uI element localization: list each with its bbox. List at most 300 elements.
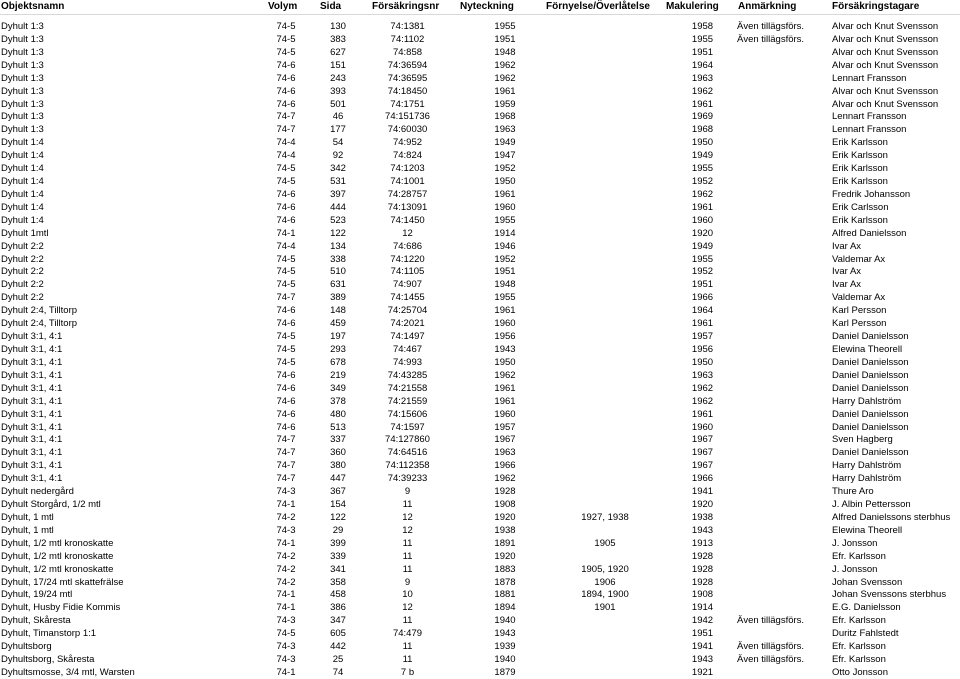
cell-makulering: 1941 [691,486,714,498]
cell-sida: 349 [330,382,346,394]
table-row [0,666,960,679]
table-row [0,227,960,240]
cell-sida: 399 [330,537,346,549]
cell-nyteckning: 1920 [494,511,516,523]
cell-objektsnamn: Dyhult 1:4 [1,176,44,188]
cell-volym: 74-1 [276,589,296,601]
cell-makulering: 1908 [691,589,714,601]
cell-forsakringstagare: Efr. Karlsson [832,550,886,562]
cell-objektsnamn: Dyhultsborg, Skåresta [1,654,95,666]
cell-objektsnamn: Dyhult 1:3 [1,72,44,84]
cell-nyteckning: 1963 [494,124,516,136]
cell-sida: 523 [330,214,346,226]
cell-makulering: 1956 [691,344,714,355]
cell-sida: 510 [330,266,346,278]
cell-nyteckning: 1940 [494,654,516,666]
cell-forsakringstagare: Alvar och Knut Svensson [832,59,939,71]
table-row [0,369,960,382]
cell-sida: 531 [330,176,346,188]
cell-sida: 347 [330,615,346,627]
cell-nyteckning: 1894 [494,602,516,614]
cell-makulering: 1955 [691,253,714,265]
cell-makulering: 1960 [691,214,714,226]
cell-nyteckning: 1955 [494,292,516,304]
cell-forsakringstagare: Lennart Fransson [832,72,907,84]
cell-nyteckning: 1951 [494,33,516,45]
table-row [0,123,960,136]
cell-volym: 74-5 [276,628,296,640]
cell-forsakringstagare: Alfred Danielsson [832,227,907,239]
table-row [0,110,960,123]
cell-objektsnamn: Dyhult 1:3 [1,98,44,110]
cell-objektsnamn: Dyhult 1:4 [1,137,44,149]
cell-forsakringsnr: 74:127860 [385,434,430,446]
cell-volym: 74-2 [276,563,296,575]
cell-nyteckning: 1968 [494,111,516,123]
cell-forsakringsnr: 12 [402,602,413,614]
cell-fornyelse: 1927, 1938 [581,511,629,523]
cell-makulering: 1920 [691,227,714,239]
cell-objektsnamn: Dyhult 3:1, 4:1 [1,434,63,446]
header-forsakringsnr: Försäkringsnr [372,1,440,12]
cell-nyteckning: 1961 [494,85,516,97]
cell-makulering: 1961 [691,318,714,330]
cell-makulering: 1943 [691,654,714,666]
cell-nyteckning: 1920 [494,550,516,562]
cell-volym: 74-2 [276,576,296,588]
cell-makulering: 1951 [691,46,714,58]
cell-volym: 74-1 [276,667,296,678]
table-row [0,20,960,33]
cell-makulering: 1949 [691,240,714,252]
cell-volym: 74-7 [276,447,296,459]
cell-makulering: 1951 [691,628,714,640]
cell-sida: 513 [330,421,346,433]
cell-volym: 74-5 [276,266,296,278]
cell-forsakringsnr: 10 [402,589,413,601]
cell-forsakringstagare: Alfred Danielssons sterbhus [832,511,951,523]
cell-objektsnamn: Dyhult 3:1, 4:1 [1,356,63,368]
cell-volym: 74-6 [276,382,296,394]
cell-forsakringstagare: Fredrik Johansson [832,188,911,200]
cell-forsakringsnr: 74:112358 [385,460,430,472]
cell-sida: 383 [330,33,346,45]
table-row [0,498,960,511]
cell-forsakringsnr: 11 [402,550,413,562]
cell-forsakringstagare: Daniel Danielsson [832,421,909,433]
cell-sida: 386 [330,602,346,614]
cell-forsakringstagare: Harry Dahlström [832,473,902,485]
cell-forsakringsnr: 74:1455 [390,292,425,304]
table-row [0,240,960,253]
cell-makulering: 1928 [691,550,714,562]
cell-objektsnamn: Dyhult, Husby Fidie Kommis [1,602,121,614]
cell-sida: 338 [330,253,346,265]
cell-forsakringsnr: 74:36594 [387,59,428,71]
cell-fornyelse: 1906 [594,576,616,588]
cell-volym: 74-1 [276,499,296,511]
cell-objektsnamn: Dyhult 3:1, 4:1 [1,460,63,472]
cell-makulering: 1967 [691,460,714,472]
cell-sida: 243 [330,72,346,84]
cell-sida: 122 [330,227,346,239]
cell-forsakringstagare: Daniel Danielsson [832,356,909,368]
cell-makulering: 1942 [691,615,714,627]
cell-nyteckning: 1960 [494,408,516,420]
cell-volym: 74-3 [276,486,296,498]
cell-objektsnamn: Dyhult 2:2 [1,292,44,304]
cell-forsakringsnr: 74:36595 [387,72,428,84]
cell-forsakringsnr: 11 [402,537,413,549]
cell-nyteckning: 1891 [494,537,516,549]
cell-nyteckning: 1943 [494,344,516,355]
header-sida: Sida [320,1,342,12]
cell-volym: 74-5 [276,46,296,58]
cell-makulering: 1950 [691,356,714,368]
cell-forsakringstagare: Johan Svensson [832,576,903,588]
cell-volym: 74-4 [276,137,296,149]
cell-volym: 74-6 [276,369,296,381]
cell-objektsnamn: Dyhult 1:3 [1,21,44,32]
cell-makulering: 1913 [691,537,714,549]
cell-volym: 74-3 [276,654,296,666]
cell-makulering: 1949 [691,150,714,162]
cell-nyteckning: 1962 [494,473,516,485]
table-row [0,149,960,162]
cell-sida: 154 [330,499,346,511]
cell-makulering: 1961 [691,201,714,213]
cell-forsakringstagare: Efr. Karlsson [832,641,886,653]
cell-sida: 631 [330,279,346,291]
cell-makulering: 1962 [691,188,714,200]
header-row [0,0,960,13]
cell-forsakringsnr: 74:2021 [390,318,425,330]
cell-sida: 678 [330,356,346,368]
table-row [0,472,960,485]
cell-sida: 25 [332,654,344,666]
cell-forsakringsnr: 74:907 [392,279,423,291]
cell-nyteckning: 1962 [494,59,516,71]
cell-objektsnamn: Dyhult 2:2 [1,279,44,291]
cell-objektsnamn: Dyhult 2:2 [1,253,44,265]
cell-forsakringstagare: Alvar och Knut Svensson [832,21,939,32]
cell-sida: 393 [330,85,346,97]
cell-forsakringstagare: Alvar och Knut Svensson [832,46,939,58]
cell-forsakringsnr: 74:21559 [387,395,428,407]
cell-forsakringstagare: Ivar Ax [832,266,862,278]
cell-sida: 458 [330,589,346,601]
cell-objektsnamn: Dyhult 1:4 [1,214,44,226]
cell-sida: 46 [332,111,344,123]
cell-sida: 380 [330,460,346,472]
cell-objektsnamn: Dyhult 3:1, 4:1 [1,331,63,343]
cell-makulering: 1961 [691,408,714,420]
cell-objektsnamn: Dyhult 3:1, 4:1 [1,421,63,433]
table-row [0,317,960,330]
table-row [0,563,960,576]
cell-objektsnamn: Dyhult 1:3 [1,124,44,136]
header-nyteckning: Nyteckning [460,1,514,12]
table-row [0,46,960,59]
table-row [0,382,960,395]
cell-forsakringstagare: Erik Carlsson [832,201,889,213]
cell-makulering: 1952 [691,176,714,188]
cell-nyteckning: 1952 [494,163,516,175]
cell-forsakringstagare: Karl Persson [832,318,887,330]
header-fornyelse: Förnyelse/Överlåtelse [546,1,650,12]
cell-forsakringsnr: 74:60030 [387,124,428,136]
table-row [0,459,960,472]
cell-sida: 397 [330,188,346,200]
cell-nyteckning: 1883 [494,563,516,575]
cell-sida: 358 [330,576,346,588]
cell-forsakringsnr: 74:686 [392,240,423,252]
cell-objektsnamn: Dyhult 2:4, Tilltorp [1,305,78,317]
table-row [0,511,960,524]
table-row [0,85,960,98]
cell-forsakringsnr: 7 b [400,667,415,678]
cell-volym: 74-6 [276,85,296,97]
cell-forsakringsnr: 74:39233 [387,473,428,485]
cell-volym: 74-7 [276,460,296,472]
cell-forsakringstagare: E.G. Danielsson [832,602,901,614]
cell-objektsnamn: Dyhult 2:4, Tilltorp [1,318,78,330]
cell-forsakringstagare: J. Jonsson [832,537,878,549]
cell-volym: 74-6 [276,395,296,407]
table-row [0,304,960,317]
cell-objektsnamn: Dyhult, 1/2 mtl kronoskatte [1,537,114,549]
table-row [0,278,960,291]
cell-forsakringsnr: 74:1597 [390,421,425,433]
cell-forsakringsnr: 74:993 [392,356,423,368]
cell-makulering: 1967 [691,434,714,446]
cell-objektsnamn: Dyhult 1:3 [1,85,44,97]
cell-forsakringstagare: Daniel Danielsson [832,369,909,381]
cell-forsakringsnr: 74:824 [392,150,423,162]
cell-makulering: 1969 [691,111,714,123]
cell-nyteckning: 1948 [494,279,516,291]
table-row [0,408,960,421]
cell-forsakringstagare: Erik Karlsson [832,176,888,188]
cell-volym: 74-6 [276,421,296,433]
cell-forsakringsnr: 74:21558 [387,382,428,394]
cell-volym: 74-6 [276,318,296,330]
cell-forsakringstagare: Thure Aro [832,486,874,498]
cell-sida: 341 [330,563,346,575]
cell-forsakringstagare: Lennart Fransson [832,124,907,136]
cell-makulering: 1914 [691,602,714,614]
cell-makulering: 1964 [691,305,714,317]
cell-forsakringstagare: Ivar Ax [832,279,862,291]
cell-nyteckning: 1955 [494,214,516,226]
cell-volym: 74-6 [276,59,296,71]
table-row [0,421,960,434]
cell-sida: 360 [330,447,346,459]
header-forsakringstagare: Försäkringstagare [832,1,920,12]
cell-sida: 134 [330,240,346,252]
cell-sida: 459 [330,318,346,330]
cell-sida: 219 [330,369,346,381]
cell-sida: 148 [330,305,346,317]
cell-forsakringsnr: 74:952 [392,137,423,149]
cell-objektsnamn: Dyhult 3:1, 4:1 [1,395,63,407]
cell-makulering: 1958 [691,21,714,32]
cell-makulering: 1941 [691,641,714,653]
cell-volym: 74-6 [276,72,296,84]
cell-objektsnamn: Dyhultsmosse, 3/4 mtl, Warsten [1,667,135,678]
cell-volym: 74-1 [276,227,296,239]
cell-forsakringstagare: Valdemar Ax [832,292,886,304]
cell-fornyelse: 1905, 1920 [581,563,629,575]
cell-sida: 367 [330,486,346,498]
cell-sida: 151 [330,59,346,71]
cell-sida: 501 [330,98,346,110]
cell-nyteckning: 1961 [494,188,516,200]
cell-volym: 74-4 [276,150,296,162]
cell-nyteckning: 1928 [494,486,516,498]
cell-volym: 74-3 [276,524,296,536]
table-row [0,214,960,227]
cell-objektsnamn: Dyhult 3:1, 4:1 [1,369,63,381]
table-row [0,576,960,589]
cell-objektsnamn: Dyhult 1mtl [1,227,49,239]
table-row [0,136,960,149]
cell-sida: 444 [330,201,346,213]
cell-makulering: 1938 [691,511,714,523]
cell-forsakringsnr: 74:28757 [387,188,428,200]
cell-nyteckning: 1881 [494,589,516,601]
cell-nyteckning: 1957 [494,421,516,433]
cell-objektsnamn: Dyhult, 1 mtl [1,511,54,523]
table-row [0,330,960,343]
cell-makulering: 1960 [691,421,714,433]
cell-forsakringsnr: 74:15606 [387,408,428,420]
cell-volym: 74-6 [276,305,296,317]
cell-makulering: 1950 [691,137,714,149]
cell-forsakringsnr: 74:1381 [390,21,425,32]
header-volym: Volym [268,1,298,12]
cell-objektsnamn: Dyhult 1:3 [1,46,44,58]
cell-forsakringstagare: Ivar Ax [832,240,862,252]
cell-objektsnamn: Dyhult, 1/2 mtl kronoskatte [1,550,114,562]
cell-volym: 74-2 [276,511,296,523]
cell-objektsnamn: Dyhult Storgård, 1/2 mtl [1,499,101,511]
cell-nyteckning: 1950 [494,356,516,368]
table-row [0,614,960,627]
cell-makulering: 1962 [691,395,714,407]
cell-makulering: 1955 [691,33,714,45]
cell-volym: 74-5 [276,21,296,32]
table-row [0,162,960,175]
cell-objektsnamn: Dyhult, 1 mtl [1,524,54,536]
cell-objektsnamn: Dyhultsborg [1,641,52,653]
cell-forsakringstagare: Erik Karlsson [832,214,888,226]
cell-objektsnamn: Dyhult 2:2 [1,240,44,252]
cell-makulering: 1962 [691,85,714,97]
cell-anmarkning: Även tillägsförs. [737,641,805,653]
cell-forsakringsnr: 74:1751 [390,98,425,110]
cell-forsakringsnr: 74:1203 [390,163,425,175]
cell-sida: 389 [330,292,346,304]
table-row [0,188,960,201]
cell-sida: 480 [330,408,346,420]
cell-forsakringstagare: Elewina Theorell [832,524,903,536]
table-row [0,343,960,356]
cell-forsakringstagare: Elewina Theorell [832,344,903,355]
cell-objektsnamn: Dyhult 3:1, 4:1 [1,344,63,355]
cell-forsakringsnr: 74:43285 [387,369,428,381]
cell-forsakringstagare: J. Jonsson [832,563,878,575]
cell-nyteckning: 1949 [494,137,516,149]
cell-makulering: 1966 [691,292,714,304]
cell-makulering: 1961 [691,98,714,110]
cell-sida: 29 [332,524,344,536]
cell-sida: 378 [330,395,346,407]
cell-volym: 74-1 [276,602,296,614]
cell-fornyelse: 1894, 1900 [581,589,629,601]
cell-sida: 122 [330,511,346,523]
header-makulering: Makulering [666,1,719,12]
cell-forsakringstagare: Daniel Danielsson [832,382,909,394]
cell-forsakringsnr: 11 [402,654,413,666]
cell-nyteckning: 1938 [494,524,516,536]
cell-objektsnamn: Dyhult, Skåresta [1,615,71,627]
cell-volym: 74-6 [276,214,296,226]
cell-fornyelse: 1905 [594,537,616,549]
cell-forsakringsnr: 11 [402,499,413,511]
cell-volym: 74-5 [276,356,296,368]
cell-objektsnamn: Dyhult, 17/24 mtl skattefrälse [1,576,124,588]
cell-fornyelse: 1901 [594,602,616,614]
cell-forsakringstagare: Erik Karlsson [832,150,888,162]
cell-nyteckning: 1966 [494,460,516,472]
table-row [0,265,960,278]
cell-forsakringsnr: 74:64516 [387,447,428,459]
cell-objektsnamn: Dyhult, 1/2 mtl kronoskatte [1,563,114,575]
cell-nyteckning: 1956 [494,331,516,343]
cell-forsakringstagare: Harry Dahlström [832,395,902,407]
cell-objektsnamn: Dyhult 1:4 [1,150,44,162]
cell-makulering: 1951 [691,279,714,291]
cell-anmarkning: Även tillägsförs. [737,615,805,627]
cell-volym: 74-5 [276,344,296,355]
cell-forsakringsnr: 74:467 [392,344,423,355]
cell-objektsnamn: Dyhult 1:4 [1,188,44,200]
cell-makulering: 1943 [691,524,714,536]
cell-sida: 442 [330,641,346,653]
cell-makulering: 1968 [691,124,714,136]
cell-nyteckning: 1955 [494,21,516,32]
cell-makulering: 1962 [691,382,714,394]
cell-objektsnamn: Dyhult 1:3 [1,33,44,45]
cell-forsakringstagare: Erik Karlsson [832,163,888,175]
cell-sida: 447 [330,473,346,485]
cell-makulering: 1952 [691,266,714,278]
cell-nyteckning: 1962 [494,369,516,381]
cell-makulering: 1920 [691,499,714,511]
cell-forsakringstagare: Daniel Danielsson [832,447,909,459]
cell-volym: 74-6 [276,98,296,110]
cell-forsakringsnr: 74:1450 [390,214,425,226]
cell-objektsnamn: Dyhult 3:1, 4:1 [1,408,63,420]
cell-anmarkning: Även tillägsförs. [737,654,805,666]
cell-nyteckning: 1952 [494,253,516,265]
cell-objektsnamn: Dyhult, 19/24 mtl [1,589,73,601]
cell-anmarkning: Även tillägsförs. [737,21,805,32]
cell-volym: 74-2 [276,550,296,562]
table-row [0,588,960,601]
cell-forsakringstagare: Efr. Karlsson [832,654,886,666]
